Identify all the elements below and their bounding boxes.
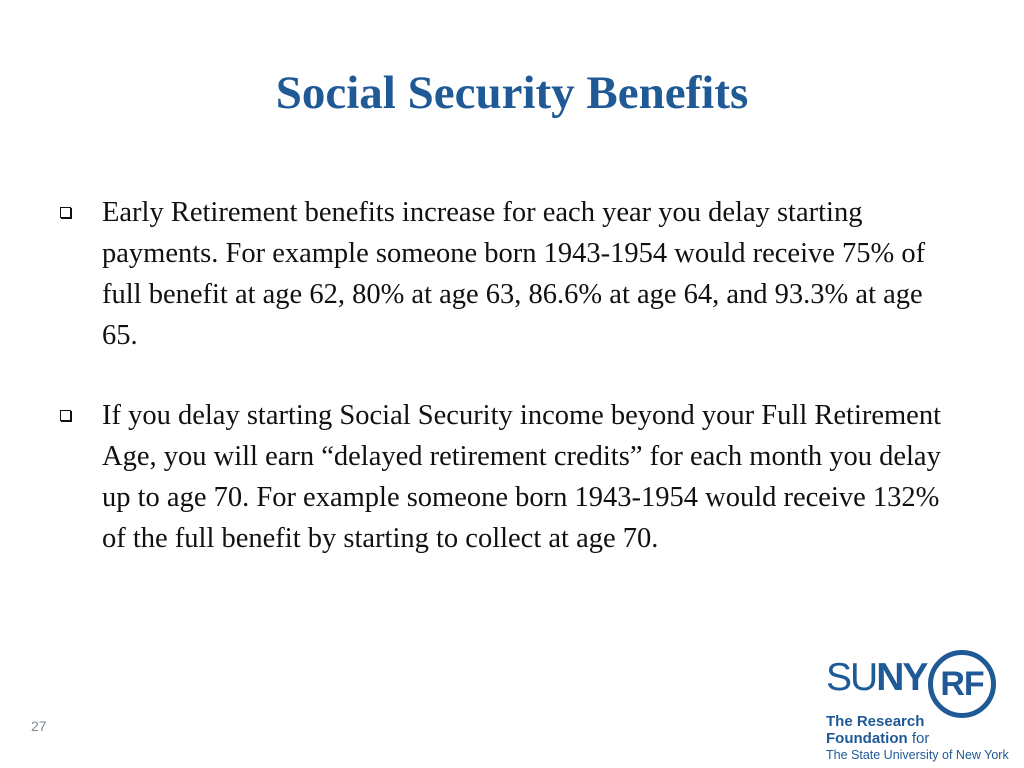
bullet-text: If you delay starting Social Security income beyond your Full Retirement Age, you will earn “delayed retirement credits” for each month you delay up to age 70. For example someone born 1943-1954 would receive 132% of the full benefit by starting to collect at age 70. — [102, 400, 941, 554]
logo-foundation: Foundation — [826, 730, 908, 747]
logo-rf: RF — [940, 664, 984, 703]
bullet-item-early-retirement — [60, 192, 960, 356]
bullet-item-delayed-credits — [60, 395, 960, 559]
square-bullet-icon — [60, 207, 71, 218]
page-number: 27 — [31, 718, 47, 734]
suny-rf-logo — [826, 650, 1009, 762]
square-bullet-icon — [60, 410, 71, 421]
logo-for: for — [911, 730, 930, 747]
logo-rf-circle — [928, 650, 996, 718]
logo-caption — [826, 713, 1009, 764]
logo-line-foundation — [826, 730, 1009, 747]
bullet-text: Early Retirement benefits increase for each year you delay starting payments. For example someone born 1943-1954 would receive 75% of full benefit at age 62, 80% at age 63, 86.6% at age 64, and 93.3% at age 65. — [102, 197, 926, 351]
logo-mark — [826, 650, 1001, 710]
logo-line-research: The Research — [826, 713, 925, 730]
logo-suny-wordmark — [826, 658, 926, 697]
bullet-list — [60, 192, 960, 559]
logo-line-university: The State University of New York — [826, 748, 1009, 762]
slide-title: Social Security Benefits — [275, 67, 749, 119]
logo-su: SU — [826, 656, 877, 699]
logo-ny: NY — [876, 656, 927, 699]
